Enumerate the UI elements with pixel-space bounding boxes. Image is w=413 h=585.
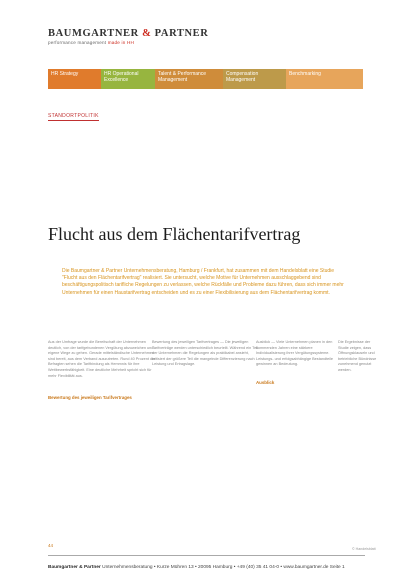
article-page-number: 44: [48, 543, 54, 548]
logo-name-part1: BAUMGARTNER: [48, 28, 139, 39]
tagline-main: performance management: [48, 40, 107, 45]
article-subhead-1: Bewertung des jeweiligen Tarifvertrages: [48, 395, 132, 400]
logo-name-part2: PARTNER: [154, 28, 209, 39]
nav-tab-benchmarking[interactable]: [286, 69, 363, 89]
logo-ampersand: &: [142, 28, 152, 39]
article-title: Flucht aus dem Flächentarifvertrag: [48, 224, 301, 244]
nav-tab-label: HR Strategy: [51, 71, 79, 77]
nav-tab-talent-performance[interactable]: [155, 69, 223, 89]
section-label: STANDORTPOLITIK: [48, 113, 99, 119]
nav-tab-label: Compensation Management: [226, 71, 259, 83]
nav-tab-hr-strategy[interactable]: [48, 69, 101, 89]
nav-tab-label: Talent & Performance Management: [158, 71, 207, 83]
article-column-1: Aus der Umfrage wurde die Bereitschaft der Unternehmen deutlich, von der tarifgebundenen Vergütung abzuweichen und eigene Wege zu gehen. Gerade mittelständische Unternehmen sind bereit, aus dem Verband auszutreten. Rund 40 Prozent der Befragten sehen die Tarifbindung als Hemmnis für ihre Wettbewerbsfähigkeit. Eine deutliche Mehrheit spricht sich für mehr Flexibilität aus.: [48, 340, 156, 378]
footer-company: Baumgartner & Partner: [48, 565, 101, 570]
footer-page: Seite 1: [329, 565, 345, 570]
tagline-accent: made in HH: [107, 40, 135, 45]
article-intro: Die Baumgartner & Partner Unternehmensberatung, Hamburg / Frankfurt, hat zusammen mit dem Handelsblatt eine Studie "Flucht aus den Flächentarifvertrag" realisiert. Sie untersucht, welche Motive für Unternehmen ausschlaggebend sind beschäftigungspolitisch tarifliche Regelungen zu verlassen, welche Rückfälle und Probleme dazu führen, dass sich immer mehr Unternehmen für einen Haustarifvertrag entscheiden und es zu einer Flexibilisierung aus dem Flächentarifvertrag kommt.: [62, 268, 344, 296]
article-credit: © Handelsblatt: [352, 547, 376, 551]
logo-tagline: [48, 40, 134, 45]
article-subhead-2: Ausblick: [256, 380, 275, 385]
main-nav: [48, 69, 363, 89]
article-column-4: Die Ergebnisse der Studie zeigen, dass Öffnungsklauseln und betriebliche Bündnisse zunehmend genutzt werden.: [338, 340, 377, 372]
footer-divider: [48, 555, 365, 556]
footer-text: Unternehmensberatung • Kurze Mühren 13 • 20095 Hamburg • +49 (40) 35 41 04-0 • www.baumgartner.de: [102, 565, 329, 570]
company-logo[interactable]: [48, 28, 208, 39]
article-column-2: Bewertung des jeweiligen Tarifvertrages — Die jeweiligen Tarifverträge werden unterschiedlich beurteilt. Während ein Teil der Unternehmen die Regelungen als praktikabel ansieht, kritisiert der größere Teil die mangelnde Differenzierung nach Leistung und Ertragslage.: [152, 340, 258, 367]
page-footer: [48, 565, 345, 570]
nav-tab-hr-operational-excellence[interactable]: [101, 69, 155, 89]
nav-tab-label: Benchmarking: [289, 71, 321, 77]
nav-tab-label: HR Operational Excellence: [104, 71, 139, 83]
article-column-3: Ausblick — Viele Unternehmen planen in den kommenden Jahren eine stärkere Individualisierung ihrer Vergütungssysteme. Leistungs- und erfolgsabhängige Bestandteile gewinnen an Bedeutung.: [256, 340, 334, 367]
nav-tab-compensation[interactable]: [223, 69, 286, 89]
